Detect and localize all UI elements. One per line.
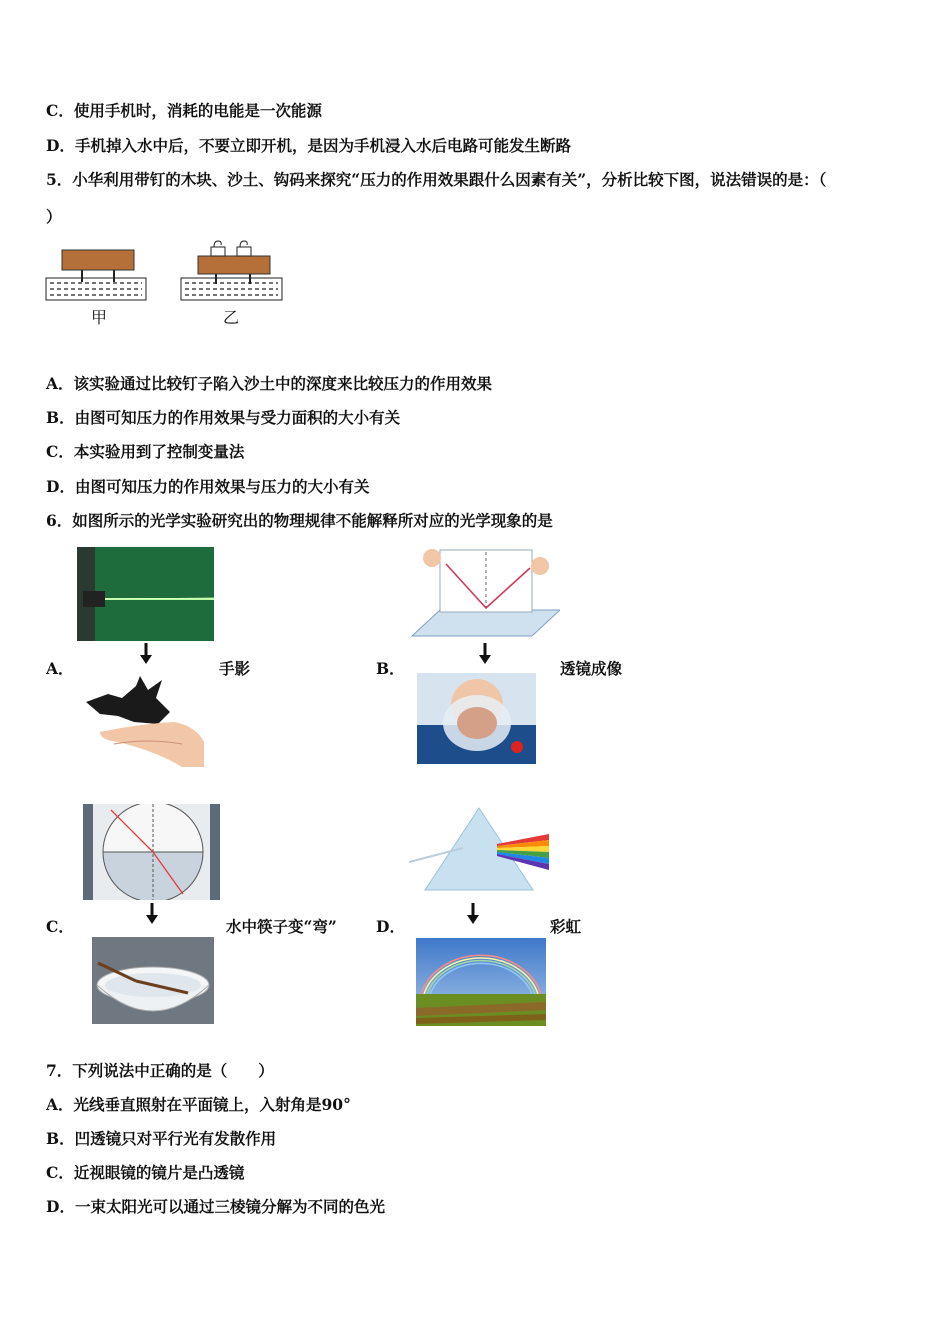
q5-figure (44, 236, 294, 332)
rainbow-photo (416, 938, 546, 1026)
sand-box-jia (46, 250, 146, 300)
q6-option-d-letter: D． (376, 917, 405, 936)
q5-option-b: B．由图可知压力的作用效果与受力面积的大小有关 (46, 408, 401, 427)
arrow-down-icon (139, 643, 153, 665)
q7-option-b: B．凹透镜只对平行光有发散作用 (46, 1129, 277, 1148)
q7-option-c: C．近视眼镜的镜片是凸透镜 (46, 1163, 245, 1182)
q6-option-c-letter: C． (46, 917, 74, 936)
q6-option-b-caption: 透镜成像 (560, 659, 623, 678)
q5-option-d: D．由图可知压力的作用效果与压力的大小有关 (46, 477, 370, 496)
q6-stem: 6．如图所示的光学实验研究出的物理规律不能解释所对应的光学现象的是 (46, 511, 553, 530)
q4-option-c: C．使用手机时，消耗的电能是一次能源 (46, 101, 322, 120)
refraction-photo (83, 804, 220, 900)
q4-option-d: D．手机掉入水中后，不要立即开机，是因为手机浸入水后电路可能发生断路 (46, 136, 571, 155)
arrow-down-icon (145, 903, 159, 925)
prism-photo (409, 804, 549, 894)
arrow-down-icon (478, 643, 492, 665)
q5-stem: 5．小华利用带钉的木块、沙土、钩码来探究“压力的作用效果跟什么因素有关”，分析比较下图，说法错误的是：（ (46, 170, 827, 189)
fig-label-yi: 乙 (223, 308, 240, 327)
fig-label-jia: 甲 (91, 308, 108, 327)
q6-option-d-caption: 彩虹 (550, 917, 582, 936)
q7-option-a: A．光线垂直照射在平面镜上，入射角是90° (46, 1095, 351, 1114)
q6-option-c-caption: 水中筷子变“弯” (226, 917, 337, 936)
arrow-down-icon (466, 903, 480, 925)
hand-shadow-photo (78, 672, 205, 767)
q7-option-d: D．一束太阳光可以通过三棱镜分解为不同的色光 (46, 1197, 385, 1216)
laser-photo (77, 547, 214, 641)
q5-stem-close: ） (46, 207, 62, 226)
chopstick-bowl-photo (92, 937, 214, 1024)
q6-option-a-letter: A． (46, 659, 74, 678)
lens-image-photo (417, 673, 536, 764)
q5-option-c: C．本实验用到了控制变量法 (46, 442, 245, 461)
q7-stem: 7．下列说法中正确的是（ ） (46, 1061, 274, 1080)
reflection-photo (410, 546, 560, 638)
sand-box-yi (181, 241, 282, 300)
q5-option-a: A．该实验通过比较钉子陷入沙土中的深度来比较压力的作用效果 (46, 374, 493, 393)
q6-option-b-letter: B． (376, 659, 405, 678)
q6-option-a-caption: 手影 (219, 659, 251, 678)
